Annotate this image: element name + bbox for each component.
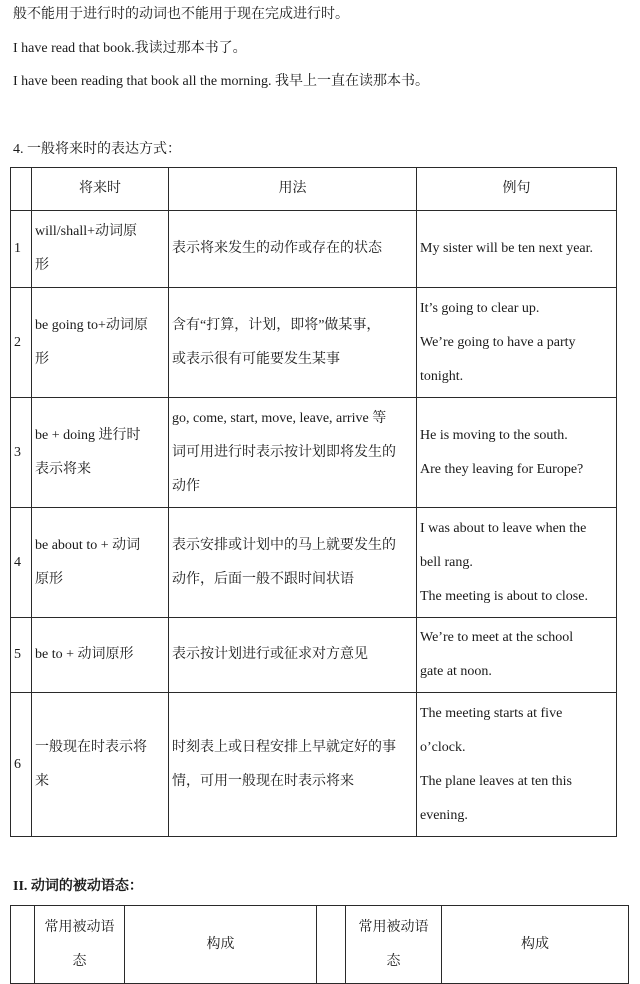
example-line: The plane leaves at ten this bbox=[420, 773, 572, 789]
header-line: 态 bbox=[386, 953, 401, 969]
header-line: 常用被动语 bbox=[358, 919, 429, 935]
row-number: 5 bbox=[11, 618, 32, 693]
usage-cell bbox=[169, 508, 417, 618]
example-line: We’re to meet at the school bbox=[420, 630, 574, 645]
example-line: Are they leaving for Europe? bbox=[420, 461, 584, 477]
form-line: 形 bbox=[35, 351, 49, 367]
table-row bbox=[11, 693, 617, 837]
header-index bbox=[11, 168, 32, 211]
header-line: 态 bbox=[72, 953, 87, 969]
example-line: It’s going to clear up. bbox=[420, 300, 540, 316]
form-line: 来 bbox=[35, 773, 49, 789]
form-line: 表示将来 bbox=[35, 461, 91, 477]
header-passive-voice-2 bbox=[346, 906, 442, 984]
usage-line: 含有“打算，计划，即将”做某事， bbox=[172, 317, 381, 333]
section-4-heading: 4. 一般将来时的表达方式： bbox=[13, 142, 181, 157]
row-number: 1 bbox=[11, 211, 32, 288]
header-passive-voice-1 bbox=[35, 906, 125, 984]
usage-line: 情，可用一般现在时表示将来 bbox=[172, 773, 354, 789]
form-line: will/shall+动词原 bbox=[35, 224, 138, 239]
examples-cell bbox=[417, 508, 617, 618]
form-cell bbox=[32, 508, 169, 618]
usage-cell bbox=[169, 288, 417, 398]
form-line: be about to + 动词 bbox=[35, 537, 141, 553]
form-line: be + doing 进行时 bbox=[35, 427, 141, 443]
form-cell bbox=[32, 211, 169, 288]
intro-line-2: I have read that book.我读过那本书了。 bbox=[13, 41, 247, 56]
usage-line: 词可用进行时表示按计划即将发生的 bbox=[172, 444, 396, 460]
usage-line: 时刻表上或日程安排上早就定好的事 bbox=[172, 739, 396, 755]
form-line: be going to+动词原 bbox=[35, 317, 148, 333]
example-line: We’re going to have a party bbox=[420, 334, 576, 350]
usage-line: 表示安排或计划中的马上就要发生的 bbox=[172, 537, 396, 553]
header-line: 常用被动语 bbox=[44, 919, 115, 935]
usage-line: 动作 bbox=[172, 478, 200, 494]
table-row bbox=[11, 508, 617, 618]
table-row bbox=[11, 398, 617, 508]
header-structure-2: 构成 bbox=[442, 906, 629, 984]
example-line: tonight. bbox=[420, 368, 464, 384]
form-line: 形 bbox=[35, 258, 49, 273]
example-line: evening. bbox=[420, 807, 468, 823]
examples-cell bbox=[417, 211, 617, 288]
passive-voice-table bbox=[10, 905, 629, 984]
header-examples: 例句 bbox=[417, 168, 617, 211]
example-line: The meeting is about to close. bbox=[420, 588, 588, 604]
usage-line: go, come, start, move, leave, arrive 等 bbox=[172, 410, 387, 426]
examples-cell bbox=[417, 288, 617, 398]
example-line: He is moving to the south. bbox=[420, 427, 568, 443]
intro-line-1: 般不能用于进行时的动词也不能用于现在完成进行时。 bbox=[13, 7, 349, 22]
usage-cell bbox=[169, 211, 417, 288]
form-cell bbox=[32, 693, 169, 837]
table-row bbox=[11, 288, 617, 398]
header-structure-1: 构成 bbox=[125, 906, 317, 984]
form-cell bbox=[32, 398, 169, 508]
examples-cell bbox=[417, 693, 617, 837]
form-line: 原形 bbox=[35, 571, 63, 587]
examples-cell bbox=[417, 618, 617, 693]
examples-cell bbox=[417, 398, 617, 508]
header-index-2 bbox=[317, 906, 346, 984]
header-index-1 bbox=[11, 906, 35, 984]
example-line: The meeting starts at five bbox=[420, 705, 563, 721]
usage-line: 动作，后面一般不跟时间状语 bbox=[172, 571, 354, 587]
example-line: o’clock. bbox=[420, 739, 466, 755]
form-line: be to + 动词原形 bbox=[35, 647, 134, 662]
usage-cell bbox=[169, 618, 417, 693]
usage-line: 表示将来发生的动作或存在的状态 bbox=[172, 241, 382, 256]
usage-line: 表示按计划进行或征求对方意见 bbox=[172, 647, 368, 662]
header-usage: 用法 bbox=[169, 168, 417, 211]
form-line: 一般现在时表示将 bbox=[35, 739, 147, 755]
form-cell bbox=[32, 618, 169, 693]
row-number: 6 bbox=[11, 693, 32, 837]
form-cell bbox=[32, 288, 169, 398]
row-number: 4 bbox=[11, 508, 32, 618]
example-line: My sister will be ten next year. bbox=[420, 241, 594, 256]
table-header-row bbox=[11, 168, 617, 211]
header-future-form: 将来时 bbox=[32, 168, 169, 211]
usage-line: 或表示很有可能要发生某事 bbox=[172, 351, 340, 367]
section-ii-heading: II. 动词的被动语态： bbox=[13, 879, 143, 894]
intro-line-3: I have been reading that book all the morning. 我早上一直在读那本书。 bbox=[13, 74, 430, 89]
table-row bbox=[11, 211, 617, 288]
future-tense-table bbox=[10, 167, 617, 837]
example-line: bell rang. bbox=[420, 554, 473, 570]
example-line: gate at noon. bbox=[420, 664, 492, 679]
example-line: I was about to leave when the bbox=[420, 520, 587, 536]
table-row bbox=[11, 618, 617, 693]
table-header-row bbox=[11, 906, 629, 984]
usage-cell bbox=[169, 693, 417, 837]
usage-cell bbox=[169, 398, 417, 508]
row-number: 3 bbox=[11, 398, 32, 508]
row-number: 2 bbox=[11, 288, 32, 398]
